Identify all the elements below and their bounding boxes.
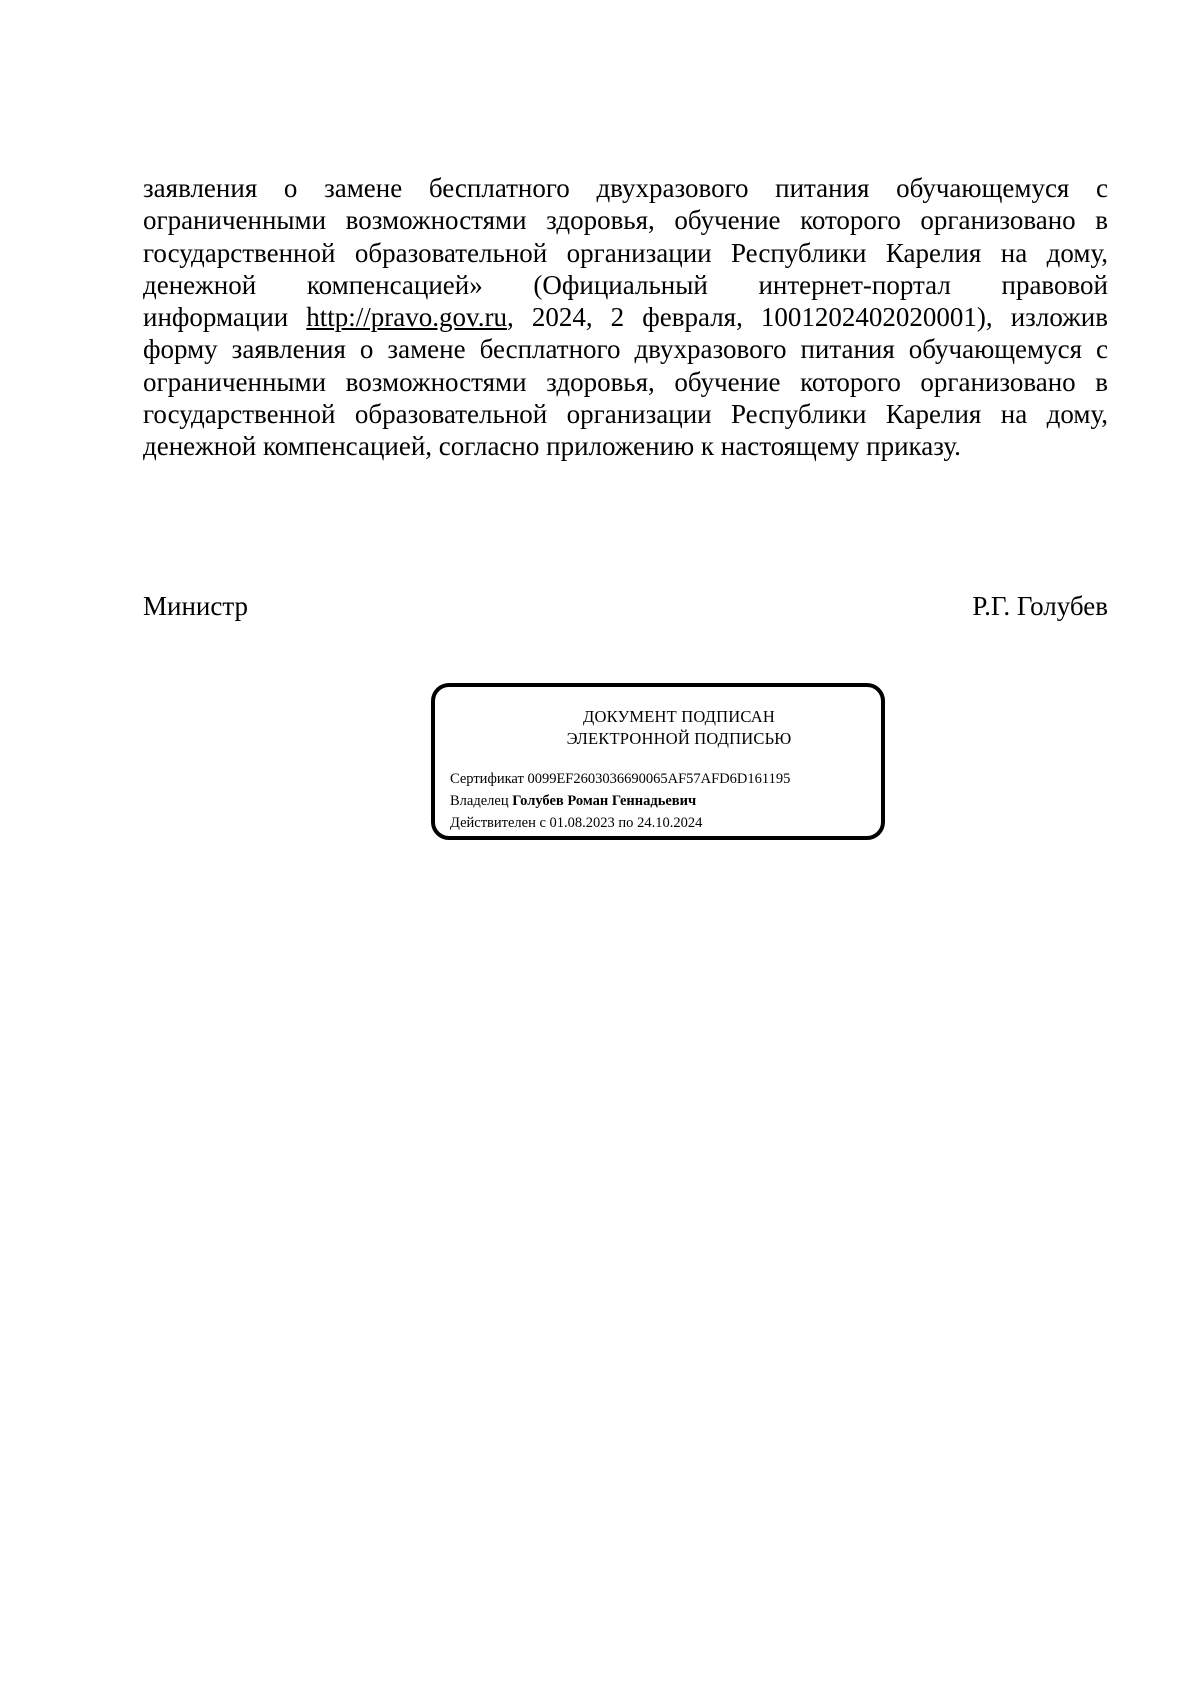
valid-to-label: по bbox=[618, 815, 634, 831]
paragraph-line: ограниченными возможностями здоровья, обучение которого организовано в bbox=[143, 366, 1108, 397]
validity-row bbox=[450, 812, 790, 834]
link-line-prefix: информации bbox=[143, 302, 307, 333]
stamp-heading-line: ЭЛЕКТРОННОЙ ПОДПИСЬЮ bbox=[566, 729, 792, 748]
owner-row bbox=[450, 790, 790, 812]
paragraph-line-with-link bbox=[143, 301, 1108, 333]
stamp-heading bbox=[435, 706, 881, 750]
paragraph-line: денежной компенсацией» (Официальный интернет-портал правовой bbox=[143, 269, 1108, 300]
valid-label: Действителен bbox=[450, 815, 536, 831]
paragraph-line: заявления о замене бесплатного двухразового питания обучающемуся с bbox=[143, 173, 1108, 203]
certificate-value: 0099EF2603036690065AF57AFD6D161195 bbox=[527, 771, 791, 787]
owner-value: Голубев Роман Геннадьевич bbox=[512, 793, 697, 809]
signatory-title: Министр bbox=[143, 591, 248, 621]
paragraph-line: денежной компенсацией, согласно приложению к настоящему приказу. bbox=[143, 431, 961, 462]
certificate-label: Сертификат bbox=[450, 771, 524, 787]
certificate-row bbox=[450, 768, 790, 790]
stamp-details bbox=[450, 768, 790, 834]
link-line-suffix: , 2024, 2 февраля, 1001202402020001), изложив bbox=[507, 302, 1108, 333]
owner-label: Владелец bbox=[450, 793, 509, 809]
stamp-heading-line: ДОКУМЕНТ ПОДПИСАН bbox=[583, 707, 775, 726]
electronic-signature-stamp bbox=[431, 683, 885, 840]
paragraph-line: ограниченными возможностями здоровья, обучение которого организовано в bbox=[143, 205, 1108, 236]
pravo-gov-link[interactable]: http://pravo.gov.ru bbox=[306, 302, 508, 333]
valid-to-date: 24.10.2024 bbox=[637, 815, 703, 831]
valid-from-date: 01.08.2023 bbox=[549, 815, 615, 831]
valid-from-label: с bbox=[539, 815, 546, 831]
order-paragraph bbox=[143, 172, 1108, 463]
paragraph-line: государственной образовательной организации Республики Карелия на дому, bbox=[143, 237, 1108, 268]
signatory-name: Р.Г. Голубев bbox=[972, 591, 1108, 621]
paragraph-line: государственной образовательной организации Республики Карелия на дому, bbox=[143, 399, 1108, 430]
paragraph-line: форму заявления о замене бесплатного двухразового питания обучающемуся с bbox=[143, 334, 1108, 365]
